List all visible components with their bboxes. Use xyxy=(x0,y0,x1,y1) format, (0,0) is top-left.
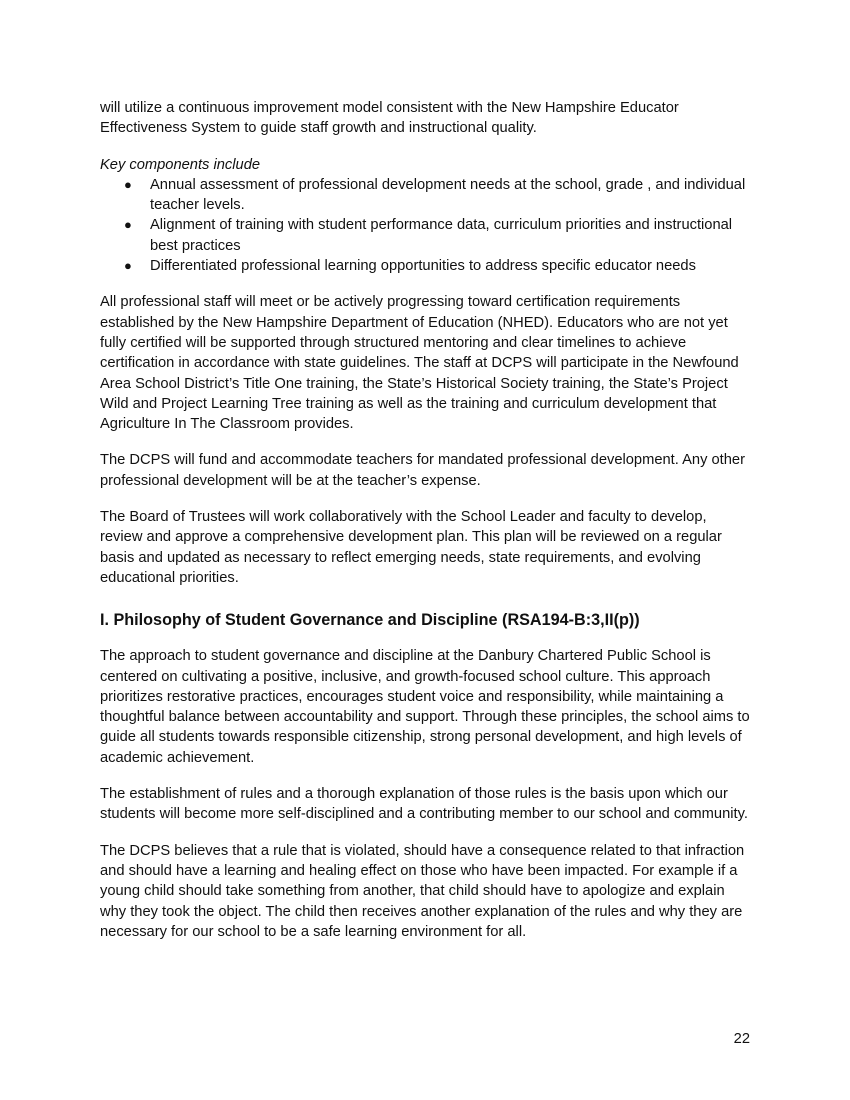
list-item xyxy=(100,215,752,256)
document-page xyxy=(100,98,752,958)
bullet-icon: ● xyxy=(124,176,132,192)
list-item xyxy=(100,175,752,216)
list-item-text: Differentiated professional learning opportunities to address specific educator needs xyxy=(150,258,696,275)
intro-paragraph: will utilize a continuous improvement model consistent with the New Hampshire Educator Effectiveness System to guide staff growth and instructional quality. xyxy=(100,100,679,137)
section-heading: I. Philosophy of Student Governance and Discipline (RSA194-B:3,II(p)) xyxy=(100,611,640,630)
governance-approach-paragraph: The approach to student governance and discipline at the Danbury Chartered Public School is centered on cultivating a positive, inclusive, and growth-focused school culture. This approach prioritizes restorative practices, encourages student voice and responsibility, while maintaining a thoughtful balance between accountability and support. Through these principles, the school aims to guide all students towards responsible citizenship, strong personal development, and high levels of academic achievement. xyxy=(100,648,750,766)
bullet-icon: ● xyxy=(124,217,132,233)
board-plan-paragraph: The Board of Trustees will work collaboratively with the School Leader and faculty to develop, review and approve a comprehensive development plan. This plan will be reviewed on a regular basis and updated as necessary to reflect emerging needs, state requirements, and evolving educational priorities. xyxy=(100,509,722,586)
bullet-icon: ● xyxy=(124,258,132,274)
funding-paragraph: The DCPS will fund and accommodate teachers for mandated professional development. Any other professional development will be at the teacher’s expense. xyxy=(100,452,745,489)
consequence-paragraph: The DCPS believes that a rule that is violated, should have a consequence related to that infraction and should have a learning and healing effect on those who have been impacted. For example if a young child should take something from another, that child should have to apologize and explain why they took the object. The child then receives another explanation of the rules and why they are necessary for our school to be a safe learning environment for all. xyxy=(100,842,745,940)
key-components-label: Key components include xyxy=(100,156,261,173)
key-components-list xyxy=(100,175,752,276)
rules-paragraph: The establishment of rules and a thorough explanation of those rules is the basis upon which our students will become more self-disciplined and a contributing member to our school and community. xyxy=(100,786,748,823)
list-item-text: Alignment of training with student performance data, curriculum priorities and instructional best practices xyxy=(150,217,733,254)
page-number: 22 xyxy=(733,1031,750,1047)
list-item-text: Annual assessment of professional development needs at the school, grade , and individual teacher levels. xyxy=(150,176,746,214)
certification-paragraph: All professional staff will meet or be actively progressing toward certification requirements established by the New Hampshire Department of Education (NHED). Educators who are not yet fully certified will be supported through structured mentoring and clear timelines to achieve certification in accordance with state guidelines. The staff at DCPS will participate in the Newfound Area School District’s Title One training, the State’s Historical Society training, the State’s Project Wild and Project Learning Tree training as well as the training and curriculum development that Agriculture In The Classroom provides. xyxy=(100,294,739,433)
list-item xyxy=(100,256,752,276)
